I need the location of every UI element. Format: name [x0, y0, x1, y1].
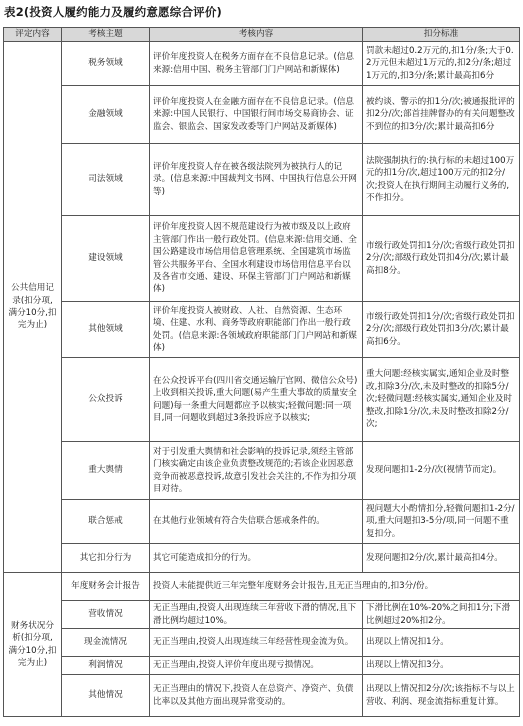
table-row	[4, 42, 520, 86]
content-cell: 评价年度投资人在金融方面存在不良信息记录。(信息来源:中国人民银行、中国银行间市场交易商协会、证监会、银监会、国家发改委等门户网站及新媒体)	[150, 86, 363, 144]
header-content: 考核内容	[150, 28, 363, 42]
topic-cell: 其他领域	[62, 302, 150, 358]
header-rule: 扣分标准	[363, 28, 520, 42]
topic-cell: 公众投诉	[62, 358, 150, 442]
content-cell: 无正当理由的情况下,投资人在总资产、净资产、负债比率以及其他方面出现异常变动的。	[150, 675, 363, 717]
content-cell: 投资人未能提供近三年完整年度财务会计报告,且无正当理由的,扣3分/份。	[150, 573, 520, 601]
topic-cell: 其它扣分行为	[62, 544, 150, 573]
rule-cell: 市级行政处罚扣1分/次;省级行政处罚扣2分/次;部级行政处罚扣4分/次;累计最高扣8分。	[363, 216, 520, 302]
content-cell: 评价年度投资人在税务方面存在不良信息记录。(信息来源:信用中国、税务主管部门门户网站和新媒体)	[150, 42, 363, 86]
rule-cell: 被约谈、警示的扣1分/次;被通报批评的扣2分/次;部首挂牌督办的有关问题整改不到位的扣3分/次;累计最高扣6分	[363, 86, 520, 144]
topic-cell: 利润情况	[62, 657, 150, 675]
content-cell: 无正当理由,投资人出现连续三年经营性现金流为负。	[150, 629, 363, 657]
table-row	[4, 86, 520, 144]
rule-cell: 罚款未超过0.2万元的,扣1分/条;大于0.2万元但未超过1万元的,扣2分/条;超过1万元的,扣3分/条;累计最高扣6分	[363, 42, 520, 86]
topic-cell: 金融领域	[62, 86, 150, 144]
category-cell: 财务状况分析(扣分项,满分10分,扣完为止)	[4, 573, 62, 717]
table-row	[4, 544, 520, 573]
table-row	[4, 657, 520, 675]
content-cell: 评价年度投资人因不规范建设行为被市级及以上政府主管部门作出一般行政处罚。(信息来源:信用交通、全国公路建设市场信用信息管理系统、全国建筑市场监管公共服务平台、全国水利建设市场信用信息平台以及各省市交通、建设、环保主管部门门户网站和新媒体)	[150, 216, 363, 302]
table-row	[4, 629, 520, 657]
rule-cell: 出现以上情况扣2分/次;该指标不与以上营收、利润、现金流指标重复计算。	[363, 675, 520, 717]
topic-cell: 年度财务会计报告	[62, 573, 150, 601]
table-row	[4, 302, 520, 358]
topic-cell: 建设领域	[62, 216, 150, 302]
table-row	[4, 601, 520, 629]
table-row	[4, 675, 520, 717]
header-category: 评定内容	[4, 28, 62, 42]
topic-cell: 现金流情况	[62, 629, 150, 657]
category-cell: 公共信用记录(扣分项,满分10分,扣完为止)	[4, 42, 62, 573]
rule-cell: 视问题大小酌情扣分,轻微问题扣1-2分/项,重大问题扣3-5分/项,同一问题不重复扣分。	[363, 500, 520, 544]
topic-cell: 其他情况	[62, 675, 150, 717]
content-cell: 对于引发重大舆情和社会影响的投诉记录,须经主管部门核实确定由该企业负责整改规范的;若该企业因恶意竞争而被恶意投诉,故意引发社会关注的,不作为扣分项目对待。	[150, 442, 363, 500]
topic-cell: 联合惩戒	[62, 500, 150, 544]
table-caption: 表2(投资人履约能力及履约意愿综合评价)	[4, 5, 223, 19]
rule-cell: 重大问题:经核实属实,通知企业及时整改,扣除3分/次,未及时整改的扣除5分/次;轻微问题:经核实属实,通知企业及时整改,扣除1分/次,未及时整改扣除2分/次;	[363, 358, 520, 442]
rule-cell: 出现以上情况扣3分。	[363, 657, 520, 675]
content-cell: 在公众投诉平台(四川省交通运输厅官网、微信公众号)上收到相关投诉,重大问题(易产生重大事故的质量安全问题)每一条重大问题都应予以核实;轻微问题:同一项目,同一问题收到超过3条投诉应予以核实;	[150, 358, 363, 442]
topic-cell: 营收情况	[62, 601, 150, 629]
rule-cell: 出现以上情况扣1分。	[363, 629, 520, 657]
rule-cell: 下滑比例在10%-20%之间扣1分;下滑比例超过20%扣2分。	[363, 601, 520, 629]
rule-cell: 发现问题扣2分/次,累计最高扣4分。	[363, 544, 520, 573]
table-row	[4, 216, 520, 302]
topic-cell: 税务领域	[62, 42, 150, 86]
content-cell: 评价年度投资人被财政、人社、自然资源、生态环境、住建、水利、商务等政府职能部门作出一般行政处罚。(信息来源:各领域政府职能部门门户网站和新媒体)	[150, 302, 363, 358]
content-cell: 评价年度投资人存在被各级法院列为被执行人的记录。(信息来源:中国裁判文书网、中国执行信息公开网等)	[150, 144, 363, 216]
topic-cell: 重大舆情	[62, 442, 150, 500]
content-cell: 无正当理由,投资人出现连续三年营收下滑的情况,且下滑比例均超过10%。	[150, 601, 363, 629]
table-row	[4, 442, 520, 500]
header-topic: 考核主题	[62, 28, 150, 42]
table-row	[4, 358, 520, 442]
table-row	[4, 500, 520, 544]
header-row	[4, 28, 520, 42]
evaluation-table	[3, 27, 520, 717]
content-cell: 无正当理由,投资人评价年度出现亏损情况。	[150, 657, 363, 675]
table-row	[4, 144, 520, 216]
table-row	[4, 573, 520, 601]
rule-cell: 发现问题扣1-2分/次(视情节而定)。	[363, 442, 520, 500]
topic-cell: 司法领域	[62, 144, 150, 216]
content-cell: 其它可能造成扣分的行为。	[150, 544, 363, 573]
content-cell: 在其他行业领域有符合失信联合惩戒条件的。	[150, 500, 363, 544]
rule-cell: 市级行政处罚扣1分/次;省级行政处罚扣2分/次;部级行政处罚扣3分/次;累计最高扣6分。	[363, 302, 520, 358]
rule-cell: 法院强制执行的:执行标的未超过100万元的扣1分/次,超过100万元的扣2分/次;投资人在执行期间主动履行义务的,不作扣分。	[363, 144, 520, 216]
